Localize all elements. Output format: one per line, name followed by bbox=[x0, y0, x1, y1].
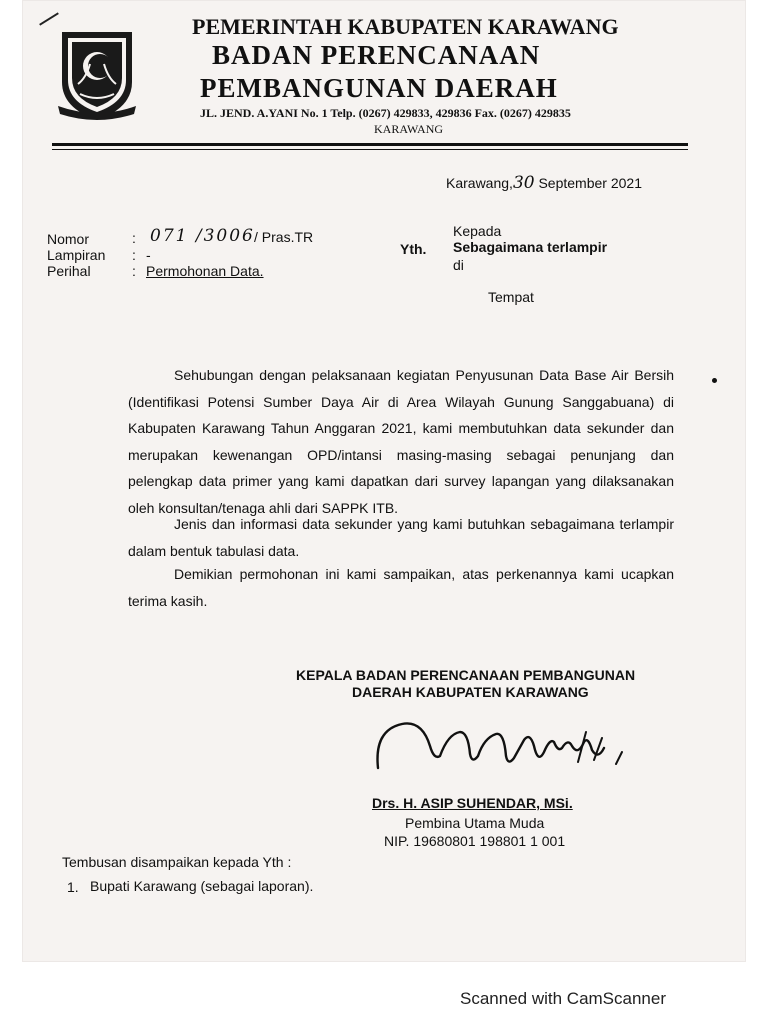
lampiran-label: Lampiran bbox=[47, 247, 106, 263]
perihal-colon: : bbox=[132, 263, 136, 279]
letterhead-agency-line1: BADAN PERENCANAAN bbox=[212, 40, 541, 70]
signatory-name: Drs. H. ASIP SUHENDAR, MSi. bbox=[372, 795, 573, 811]
recipient-tempat: Tempat bbox=[488, 289, 534, 305]
nomor-handwritten: 071 /3006 bbox=[150, 226, 255, 246]
recipient-kepada: Kepada bbox=[453, 223, 502, 239]
letterhead-city: KARAWANG bbox=[374, 122, 444, 136]
nomor-suffix: / Pras.TR bbox=[254, 229, 314, 245]
perihal-label: Perihal bbox=[47, 263, 91, 279]
handwritten-day: 30 bbox=[512, 173, 535, 193]
body-paragraph-3: Demikian permohonan ini kami sampaikan, atas perkenannya kami ucapkan terima kasih. bbox=[128, 566, 674, 609]
letter-date: Karawang,30 September 2021 bbox=[446, 173, 642, 193]
signatory-rank: Pembina Utama Muda bbox=[405, 815, 545, 831]
signature-title-line2: DAERAH KABUPATEN KARAWANG bbox=[352, 684, 589, 700]
lampiran-colon: : bbox=[132, 247, 136, 263]
body-paragraph-1: Sehubungan dengan pelaksanaan kegiatan Penyusunan Data Base Air Bersih (Identifikasi Potensi Sumber Daya Air di Area Wilayah Gunung Sanggabuana) di Kabupaten Karawang Tahun Anggaran 2021, kami membutuhkan data sekunder dan merupakan kewenangan OPD/intansi masing-masing sebagai penunjang dan pelengkap data primer yang kami dapatkan dari survey lapangan yang dilaksanakan oleh konsultan/tenaga ahli dari SAPPK ITB. bbox=[128, 367, 674, 516]
recipient-di: di bbox=[453, 257, 464, 273]
cc-item-number: 1. bbox=[67, 879, 79, 895]
signature-title-line1: KEPALA BADAN PERENCANAAN PEMBANGUNAN bbox=[296, 667, 636, 683]
handwritten-signature bbox=[372, 712, 628, 776]
scan-speck bbox=[712, 378, 717, 383]
letterhead-agency-line2: PEMBANGUNAN DAERAH bbox=[200, 73, 558, 103]
recipient-name: Sebagaimana terlampir bbox=[453, 239, 608, 255]
letterhead-rule-thick bbox=[52, 143, 688, 146]
nomor-colon: : bbox=[132, 230, 136, 246]
letterhead-rule-thin bbox=[52, 149, 688, 150]
letterhead-government: PEMERINTAH KABUPATEN KARAWANG bbox=[192, 14, 619, 39]
lampiran-value: - bbox=[146, 247, 151, 263]
cc-heading: Tembusan disampaikan kepada Yth : bbox=[62, 854, 292, 870]
nomor-label: Nomor bbox=[47, 231, 90, 247]
letterhead-address: JL. JEND. A.YANI No. 1 Telp. (0267) 429833, 429836 Fax. (0267) 429835 bbox=[200, 106, 571, 120]
signatory-nip: NIP. 19680801 198801 1 001 bbox=[384, 833, 566, 849]
recipient-yth: Yth. bbox=[400, 241, 427, 257]
cc-item-text: Bupati Karawang (sebagai laporan). bbox=[90, 878, 314, 894]
body-paragraph-2: Jenis dan informasi data sekunder yang kami butuhkan sebagaimana terlampir dalam bentuk tabulasi data. bbox=[128, 516, 674, 559]
regency-logo bbox=[56, 24, 138, 124]
camscanner-watermark: Scanned with CamScanner bbox=[460, 989, 667, 1008]
perihal-value: Permohonan Data. bbox=[146, 263, 264, 279]
